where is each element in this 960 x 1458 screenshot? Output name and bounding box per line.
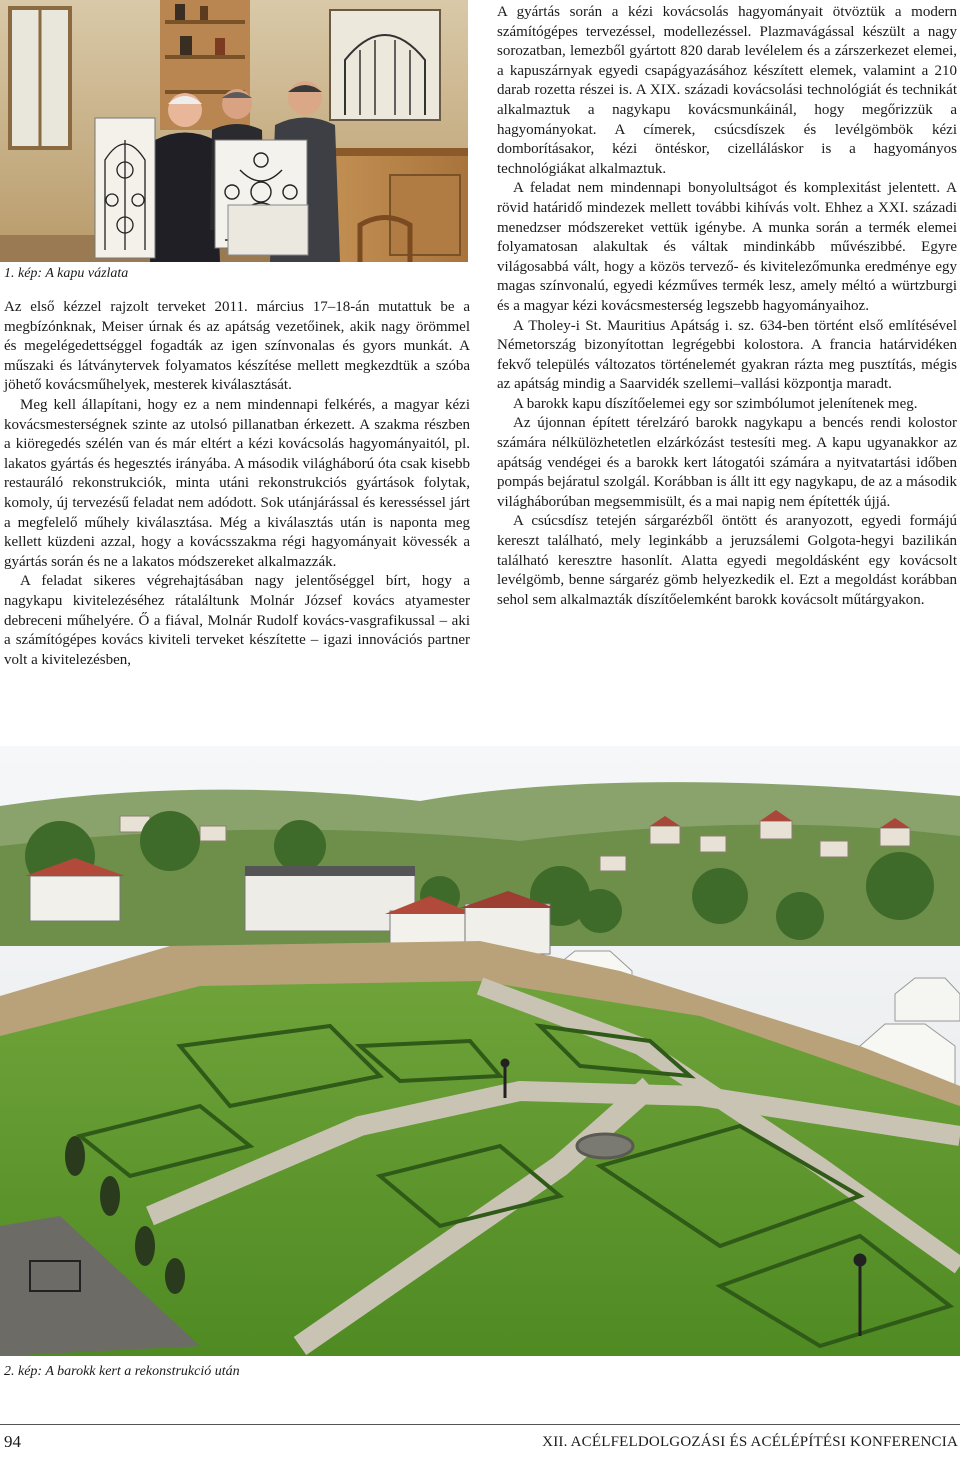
right-column — [497, 3, 957, 610]
paragraph: A feladat sikeres végrehajtásában nagy jelentőséggel bírt, hogy a nagykapu kivitelezéséhez rátaláltunk Molnár József kovács atyamester debreceni műhelyére. Ő a fiával, Molnár Rudolf kovács-vasgrafikussal – aki a számítógépes kovács kiviteli terveket készítette – igazi innovációs partner volt a kivitelezésben, — [4, 573, 470, 668]
paragraph: A csúcsdísz tetején sárgarézből öntött és aranyozott, egyedi formájú kereszt található, mely leginkább a jeruzsálemi Golgota-hegyi bazilikán található keresztre hasonlít. Alatta egyedi megoldásként egy kovácsolt levélgömb, benne sárgaréz gömb helyezkedik el. Ezt a megoldást korábban sehol sem alkalmazták díszítőelemként barokk kovácsolt műtárgyakon. — [497, 513, 957, 608]
paragraph: A barokk kapu díszítőelemei egy sor szimbólumot jelenítenek meg. — [513, 395, 918, 412]
baroque-garden-photo — [0, 746, 960, 1356]
paragraph: A Tholey-i St. Mauritius Apátság i. sz. 634-ben történt első említésével Németország bizonyítottan legrégebbi kolostora. A francia határvidéken fekvő település változatos történelemét gyakran rázta meg pusztítás, mégis az apátság mindig a Saarvidék szellemi–vallási központja maradt. — [497, 317, 957, 393]
footer-rule — [0, 1424, 960, 1425]
paragraph: Az újonnan épített térelzáró barokk nagykapu a bencés rendi kolostor számára nélkülözhetetlen elzárkózást testesíti meg. A kapu ugyanakkor az apátság vendégei és a barokk kert látogatói számára a nyitvatartási időben pompás bejáratul szolgál. Korábban is állt itt egy nagykapu, de az a második világháborúban megsemmisült, és a mai napig nem építették újjá. — [497, 415, 957, 510]
paragraph: Az első kézzel rajzolt terveket 2011. március 17–18-án mutattuk be a megbízónknak, Meiser úrnak és az apátság vezetőinek, akik nagy örömmel és megelégedettséggel fogadták az igen színvonalas és gyors munkát. A műszaki és látványtervek folyamatos készítése mellett megkezdtük a szóba jöhető kovácsműhelyek, mesterek kiválasztását. — [4, 299, 470, 394]
gate-sketch-photo — [0, 0, 468, 262]
figure-1-caption: 1. kép: A kapu vázlata — [4, 266, 129, 281]
paragraph: A feladat nem mindennapi bonyolultságot és komplexitást jelentett. A rövid határidő mindezek mellett további kihívás volt. Ehhez a XXI. századi menedzser módszereket vettük igénybe. A munka során a termék elemei folyamatosan alakultak és váltak mindinkább művészibbé. Egyre világosabbá vált, hogy a közös tervező- és kivitelezőmunka eredménye egy magas színvonalú, egyedi kézműves termék lesz, amely méltó a würtzburgi és a magyar kézi kovácsmesterség legszebb hagyományaihoz. — [497, 180, 957, 314]
gate-sketch-photo-illustration — [0, 0, 468, 262]
paragraph: A gyártás során a kézi kovácsolás hagyományait ötvöztük a modern számítógépes tervezéssel, modellezéssel. Plazmavágással készült a nagy sorozatban, lemezből gyártott 820 darab levélelem és a zárszerkezet elemei, a kapuszárnyak egyedi csapágyazásához készített elemek, valamint a 210 darab rozetta részei is. A XIX. századi kovácsolási technológiát és technikát alkalmaztuk a nagykapu kovácsmunkáinál, hogy megőrizzük a hagyományokat. A címerek, csúcsdíszek és levélgömbök kézi domborításakor, kézi öntéskor, cizelláláskor is a hagyományos technológiákat alkalmaztuk. — [497, 4, 957, 177]
page-number: 94 — [4, 1432, 21, 1451]
figure-2-caption: 2. kép: A barokk kert a rekonstrukció után — [4, 1364, 240, 1379]
conference-title: XII. ACÉLFELDOLGOZÁSI ÉS ACÉLÉPÍTÉSI KONFERENCIA — [542, 1434, 958, 1450]
paragraph: Meg kell állapítani, hogy ez a nem mindennapi felkérés, a magyar kézi kovácsmesterségnek szinte az utolsó pillanatban érkezett. A szakma részben a kiöregedés szélén van és már eltért a kézi kovácsolás hagyományaitól, pl. lakatos gyártás és hegesztés irányába. A második világháború óta csak kisebb restauráló rekonstrukciók, minta utáni rekonstrukciós gyártások folytak, komoly, új tervezésű feladat nem adódott. Sok utánjárással és keresséssel járt a megfelelő műhely kiválasztása. Még a kiválasztás után is naponta meg kellett küzdeni azzal, hogy a kovácsszakma régi hagyományait kövessék a gyártás során és ne a lakatos módszereket alkalmazzák. — [4, 396, 470, 570]
left-column — [4, 298, 470, 670]
baroque-garden-illustration — [0, 746, 960, 1356]
